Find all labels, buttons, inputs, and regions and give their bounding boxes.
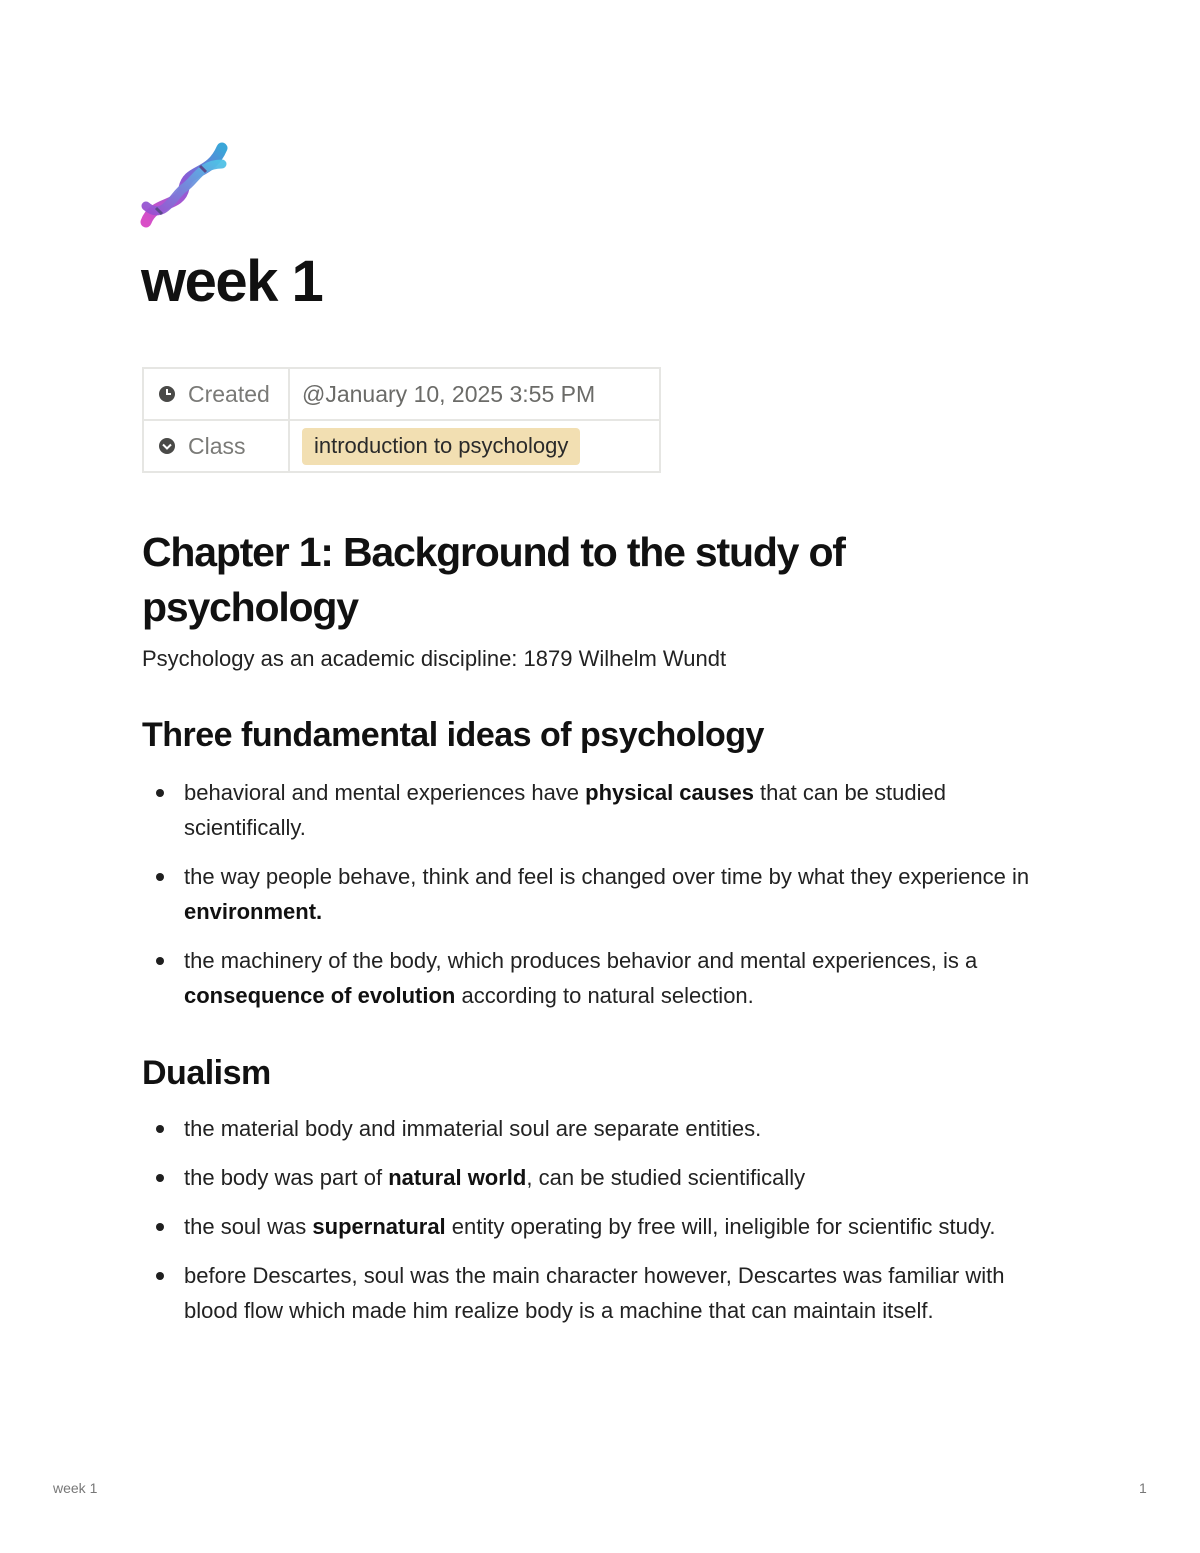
property-label-class: Class — [188, 432, 246, 459]
class-tag[interactable]: introduction to psychology — [302, 428, 580, 465]
intro-paragraph: Psychology as an academic discipline: 1879 Wilhelm Wundt — [142, 646, 727, 671]
property-label-created: Created — [188, 380, 270, 407]
ideas-list — [142, 775, 1062, 1013]
properties-table — [142, 367, 661, 473]
page-content — [142, 525, 1062, 1342]
list-item: before Descartes, soul was the main character however, Descartes was familiar with blood flow which made him realize body is a machine that can maintain itself. — [142, 1258, 1062, 1328]
list-item: the soul was supernatural entity operating by free will, ineligible for scientific study. — [142, 1209, 1062, 1244]
footer-page-name: week 1 — [53, 1480, 98, 1496]
property-row-class — [143, 420, 660, 472]
clock-icon — [158, 385, 176, 403]
list-item: the body was part of natural world, can be studied scientifically — [142, 1160, 1062, 1195]
list-item: behavioral and mental experiences have physical causes that can be studied scientifically. — [142, 775, 1062, 845]
select-icon — [158, 437, 176, 455]
section-heading-dualism: Dualism — [142, 1054, 271, 1092]
list-item: the material body and immaterial soul are separate entities. — [142, 1111, 1062, 1146]
section-heading-ideas: Three fundamental ideas of psychology — [142, 716, 764, 754]
dna-icon — [140, 142, 228, 230]
property-row-created — [143, 368, 660, 420]
list-item: the machinery of the body, which produces behavior and mental experiences, is a consequence of evolution according to natural selection. — [142, 943, 1062, 1013]
page-title: week 1 — [141, 249, 323, 314]
created-value[interactable]: @January 10, 2025 3:55 PM — [289, 368, 660, 420]
chapter-heading: Chapter 1: Background to the study of psychology — [142, 529, 845, 630]
footer-page-number: 1 — [1139, 1480, 1147, 1496]
dualism-list — [142, 1111, 1062, 1328]
list-item: the way people behave, think and feel is changed over time by what they experience in environment. — [142, 859, 1062, 929]
